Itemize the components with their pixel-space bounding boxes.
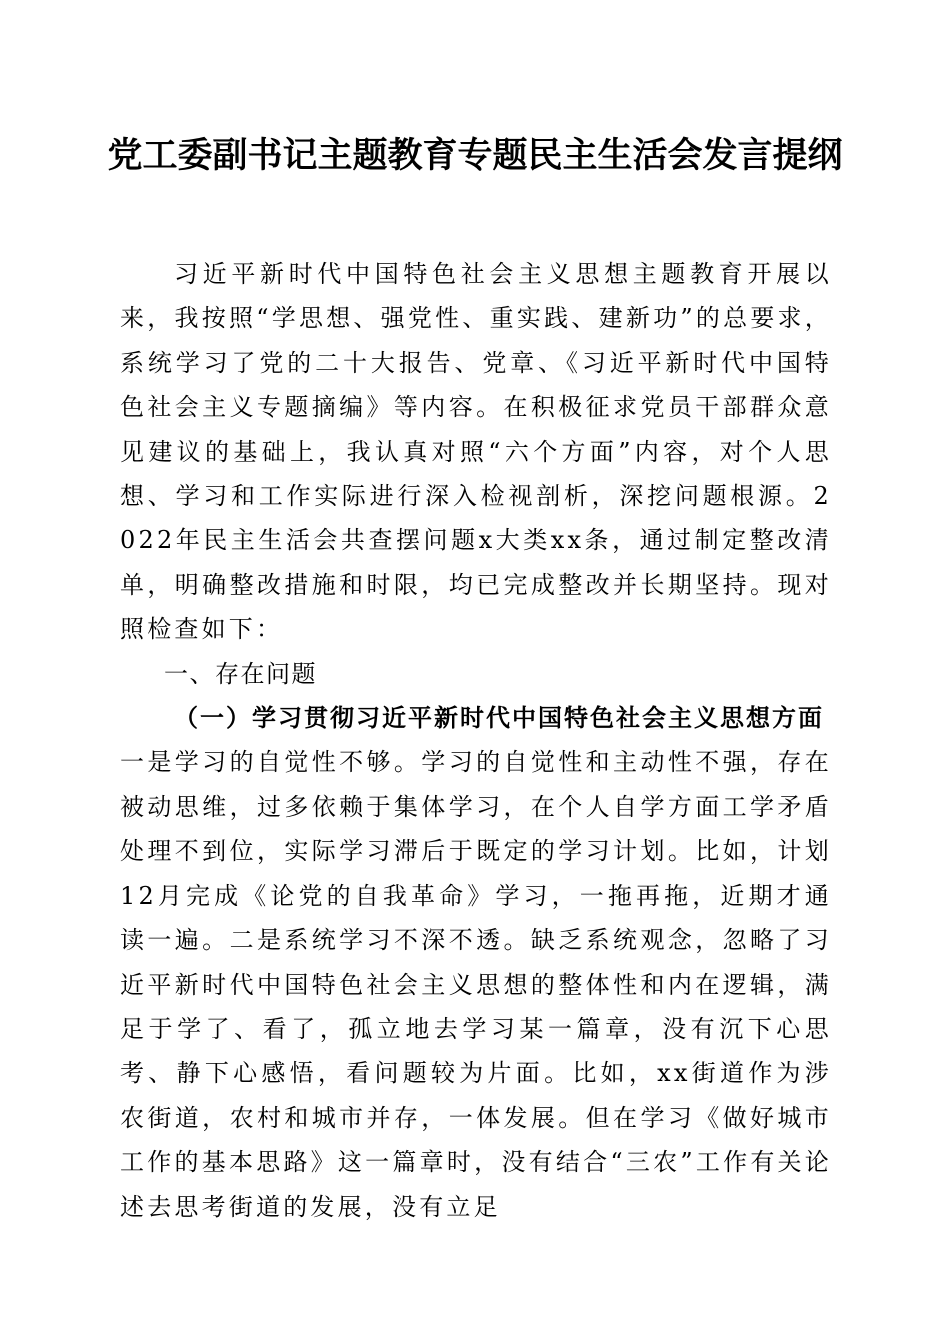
document-title: 党工委副书记主题教育专题民主生活会发言提纲 <box>107 135 843 176</box>
section-heading-problems: 一、存在问题 <box>164 659 317 688</box>
document-body <box>120 252 832 1229</box>
subsection-body-paragraph: 一是学习的自觉性不够。学习的自觉性和主动性不强，存在被动思维，过多依赖于集体学习，在个人自学方面工学矛盾处理不到位，实际学习滞后于既定的学习计划。比如，计划12月完成《论党的自我革命》学习，一拖再拖，近期才通读一遍。二是系统学习不深不透。缺乏系统观念，忽略了习近平新时代中国特色社会主义思想的整体性和内在逻辑，满足于学了、看了，孤立地去学习某一篇章，没有沉下心思考、静下心感悟，看问题较为片面。比如，xx街道作为涉农街道，农村和城市并存，一体发展。但在学习《做好城市工作的基本思路》这一篇章时，没有结合“三农”工作有关论述去思考街道的发展，没有立足 <box>120 748 832 1221</box>
subsection-heading-study: （一）学习贯彻习近平新时代中国特色社会主义思想方面 <box>174 703 824 733</box>
intro-paragraph: 习近平新时代中国特色社会主义思想主题教育开展以来，我按照“学思想、强党性、重实践、建新功”的总要求，系统学习了党的二十大报告、党章、《习近平新时代中国特色社会主义专题摘编》等内容。在积极征求党员干部群众意见建议的基础上，我认真对照“六个方面”内容，对个人思想、学习和工作实际进行深入检视剖析，深挖问题根源。2022年民主生活会共查摆问题x大类xx条，通过制定整改清单，明确整改措施和时限，均已完成整改并长期坚持。现对照检查如下： <box>120 260 832 644</box>
